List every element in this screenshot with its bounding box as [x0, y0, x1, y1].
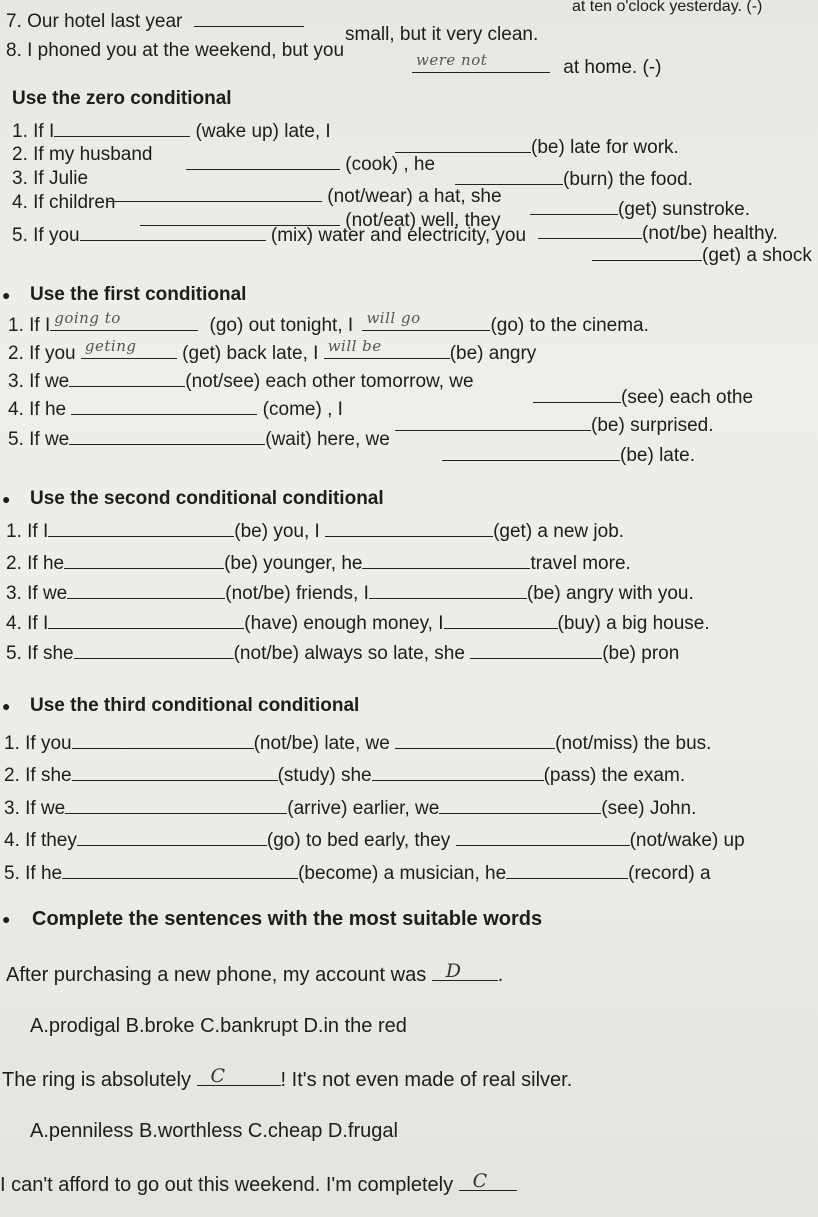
first-item-2 — [8, 337, 537, 365]
zero-item-3 — [12, 168, 88, 190]
zero-item-4 — [12, 192, 116, 214]
section-heading-first — [2, 284, 247, 306]
clause-end: (see) each othe — [621, 387, 754, 408]
answer-blank[interactable] — [54, 118, 190, 137]
third-item-1 — [4, 730, 711, 755]
clause-mid: (arrive) earlier, we — [287, 798, 440, 819]
clause-mid: (be) you, I — [234, 521, 320, 542]
handwritten-answer: were not — [416, 51, 488, 69]
bullet-icon: ● — [2, 698, 11, 714]
answer-blank[interactable] — [432, 962, 498, 981]
first-item-3 — [8, 368, 474, 393]
clause-end: (get) a new job. — [493, 521, 625, 542]
clause-end: (be) pron — [602, 643, 680, 664]
clause-mid: (be) younger, he — [224, 553, 363, 574]
answer-blank[interactable] — [412, 51, 550, 73]
clause-mid: (cook) , he — [345, 154, 436, 175]
heading-text: Use the second conditional conditional — [30, 488, 384, 509]
answer-blank[interactable] — [69, 426, 265, 445]
clause-mid: (wait) here, we — [265, 429, 390, 450]
answer-blank[interactable] — [324, 337, 450, 359]
clause-start: 1. If I — [6, 521, 49, 542]
question-text: After purchasing a new phone, my account was — [6, 964, 427, 986]
answer-blank[interactable] — [369, 580, 527, 599]
clause-start: 4. If they — [4, 830, 77, 851]
answer-blank[interactable] — [186, 151, 340, 170]
bullet-icon: ● — [2, 491, 11, 507]
clause-start: 3. If we — [4, 798, 66, 819]
heading-text: Complete the sentences with the most suitable words — [32, 908, 543, 930]
clause-end: (be) surprised. — [591, 415, 714, 436]
zero-item-3-b — [108, 183, 502, 208]
question-text: I can't afford to go out this weekend. I'm completely — [0, 1174, 454, 1196]
clause-start: 1. If I — [12, 121, 55, 142]
clause-mid: (not/wear) a hat, she — [327, 186, 502, 207]
answer-blank[interactable] — [325, 518, 493, 537]
answer-blank[interactable] — [77, 827, 267, 846]
clause-end: (be) angry — [449, 343, 537, 364]
item-8 — [6, 40, 344, 62]
handwritten-answer: geting — [84, 337, 137, 355]
answer-blank[interactable] — [533, 384, 621, 403]
complete-q1-options: A.prodigal B.broke C.bankrupt D.in the red — [30, 1015, 407, 1037]
clause-mid: (come) , I — [262, 399, 343, 420]
answer-blank[interactable] — [506, 860, 628, 879]
second-item-5 — [6, 640, 679, 665]
clause-start: 2. If you — [8, 343, 76, 364]
clause-start: 5. If we — [8, 429, 70, 450]
clause-start: 4. If he — [8, 399, 67, 420]
complete-q2 — [2, 1067, 572, 1091]
bullet-icon: ● — [2, 911, 11, 927]
first-item-3-c — [533, 384, 753, 409]
zero-item-5-c — [592, 242, 812, 267]
first-item-4-c — [395, 412, 714, 437]
third-item-4 — [4, 827, 745, 852]
clause-mid: (become) a musician, he — [298, 863, 507, 884]
answer-blank[interactable] — [67, 580, 225, 599]
clause-end: travel more. — [530, 553, 631, 574]
complete-q1 — [6, 962, 503, 986]
clause-end: (burn) the food. — [563, 169, 693, 190]
item-7 — [6, 8, 304, 33]
clause-mid: (mix) water and electricity, you — [270, 225, 527, 246]
item-8-start: 8. I phoned you at the weekend, but you — [6, 40, 345, 61]
answer-blank[interactable] — [439, 795, 601, 814]
clause-mid: (go) to bed early, they — [266, 830, 451, 851]
handwritten-answer: C — [210, 1065, 226, 1087]
zero-item-3-c — [530, 196, 750, 221]
answer-blank[interactable] — [81, 337, 177, 359]
clause-end: (not/wake) up — [629, 830, 745, 851]
answer-blank[interactable] — [372, 762, 544, 781]
answer-blank[interactable] — [69, 368, 185, 387]
zero-item-5 — [12, 222, 526, 247]
item-8-blank-wrap — [412, 51, 662, 79]
answer-blank[interactable] — [362, 309, 490, 331]
clause-start: 2. If he — [6, 553, 65, 574]
answer-blank[interactable] — [395, 730, 555, 749]
first-item-5 — [8, 426, 390, 451]
first-item-5-c — [442, 442, 695, 467]
handwritten-answer: D — [445, 960, 462, 982]
question-text: The ring is absolutely — [2, 1069, 191, 1091]
clause-start: 5. If she — [6, 643, 74, 664]
answer-blank[interactable] — [470, 640, 602, 659]
clause-start: 5. If he — [4, 863, 63, 884]
third-item-5 — [4, 860, 711, 885]
section-heading-complete — [2, 908, 543, 930]
clause-start: 1. If you — [4, 733, 72, 754]
section-heading-second — [2, 488, 384, 510]
answer-blank[interactable] — [592, 242, 702, 261]
clause-mid: (not/be) late, we — [253, 733, 390, 754]
question-end: . — [497, 964, 504, 986]
item-7-end: small, but it very clean. — [345, 24, 539, 45]
clause-start: 2. If she — [4, 765, 72, 786]
clause-end: (be) late. — [620, 445, 695, 466]
clause-start: 5. If you — [12, 225, 80, 246]
second-item-3 — [6, 580, 694, 605]
second-item-2 — [6, 550, 631, 575]
question-end: ! It's not even made of real silver. — [280, 1069, 573, 1091]
first-item-4 — [8, 396, 343, 421]
answer-blank[interactable] — [395, 412, 591, 431]
answer-blank[interactable] — [74, 640, 234, 659]
answer-blank[interactable] — [194, 8, 304, 27]
clause-mid: (not/be) always so late, she — [233, 643, 465, 664]
second-item-1 — [6, 518, 624, 543]
zero-item-2-b — [186, 151, 435, 176]
clause-end: (get) a shock — [702, 245, 812, 266]
section-heading-third — [2, 695, 360, 717]
third-item-2 — [4, 762, 685, 787]
answer-blank[interactable] — [72, 762, 278, 781]
answer-blank[interactable] — [442, 442, 620, 461]
handwritten-answer: going to — [54, 309, 121, 327]
clause-start: 2. If my husband — [12, 144, 153, 165]
item-7-start: 7. Our hotel last year — [6, 11, 183, 32]
clause-start: 4. If I — [6, 613, 49, 634]
complete-q2-options: A.penniless B.worthless C.cheap D.frugal — [30, 1120, 398, 1142]
clause-end: (pass) the exam. — [543, 765, 686, 786]
clause-start: 3. If we — [6, 583, 68, 604]
answer-blank[interactable] — [62, 860, 298, 879]
clause-mid: (not/be) friends, I — [225, 583, 369, 604]
clause-mid: (wake up) late, I — [195, 121, 331, 142]
clause-start: 3. If Julie — [12, 168, 89, 189]
handwritten-answer: will go — [366, 309, 421, 327]
handwritten-answer: will be — [327, 337, 382, 355]
zero-item-1 — [12, 118, 331, 143]
clause-mid: (study) she — [277, 765, 372, 786]
answer-blank[interactable] — [459, 1172, 517, 1191]
answer-blank[interactable] — [108, 183, 322, 202]
third-item-3 — [4, 795, 696, 820]
clause-mid: (not/see) each other tomorrow, we — [185, 371, 474, 392]
complete-q3 — [0, 1172, 517, 1196]
heading-text: Use the third conditional conditional — [30, 695, 360, 716]
answer-blank[interactable] — [48, 610, 244, 629]
top-fragment: at ten o'clock yesterday. (-) — [572, 0, 763, 15]
first-item-1 — [8, 309, 649, 337]
answer-blank[interactable] — [197, 1067, 281, 1086]
zero-item-1-b — [395, 134, 679, 159]
clause-start: 1. If I — [8, 315, 51, 336]
clause-end: (not/miss) the bus. — [555, 733, 712, 754]
clause-end: (buy) a big house. — [557, 613, 710, 634]
answer-blank[interactable] — [456, 827, 630, 846]
answer-blank[interactable] — [71, 396, 257, 415]
answer-blank[interactable] — [80, 222, 266, 241]
bullet-icon: ● — [2, 287, 11, 303]
answer-blank[interactable] — [64, 550, 224, 569]
zero-item-2 — [12, 144, 152, 166]
clause-mid: (go) out tonight, I — [209, 315, 354, 336]
clause-end: (get) sunstroke. — [618, 199, 750, 220]
answer-blank[interactable] — [362, 550, 530, 569]
clause-end: (record) a — [628, 863, 711, 884]
answer-blank[interactable] — [50, 309, 198, 331]
answer-blank[interactable] — [538, 220, 642, 239]
second-item-4 — [6, 610, 710, 635]
clause-start: 3. If we — [8, 371, 70, 392]
answer-blank[interactable] — [72, 730, 254, 749]
heading-text: Use the first conditional — [30, 284, 247, 305]
clause-end: (be) angry with you. — [526, 583, 694, 604]
clause-mid: (get) back late, I — [182, 343, 319, 364]
answer-blank[interactable] — [65, 795, 287, 814]
answer-blank[interactable] — [530, 196, 618, 215]
answer-blank[interactable] — [444, 610, 558, 629]
answer-blank[interactable] — [48, 518, 234, 537]
item-8-end: at home. (-) — [563, 57, 662, 78]
clause-end: (go) to the cinema. — [490, 315, 649, 336]
section-heading-zero: Use the zero conditional — [12, 88, 232, 109]
clause-end: (not/be) healthy. — [642, 223, 778, 244]
clause-end: (be) late for work. — [531, 137, 679, 158]
clause-mid: (not/eat) well, they — [345, 210, 501, 231]
clause-end: (see) John. — [601, 798, 697, 819]
clause-mid: (have) enough money, I — [244, 613, 444, 634]
handwritten-answer: C — [472, 1170, 488, 1192]
clause-start: 4. If children — [12, 192, 116, 213]
